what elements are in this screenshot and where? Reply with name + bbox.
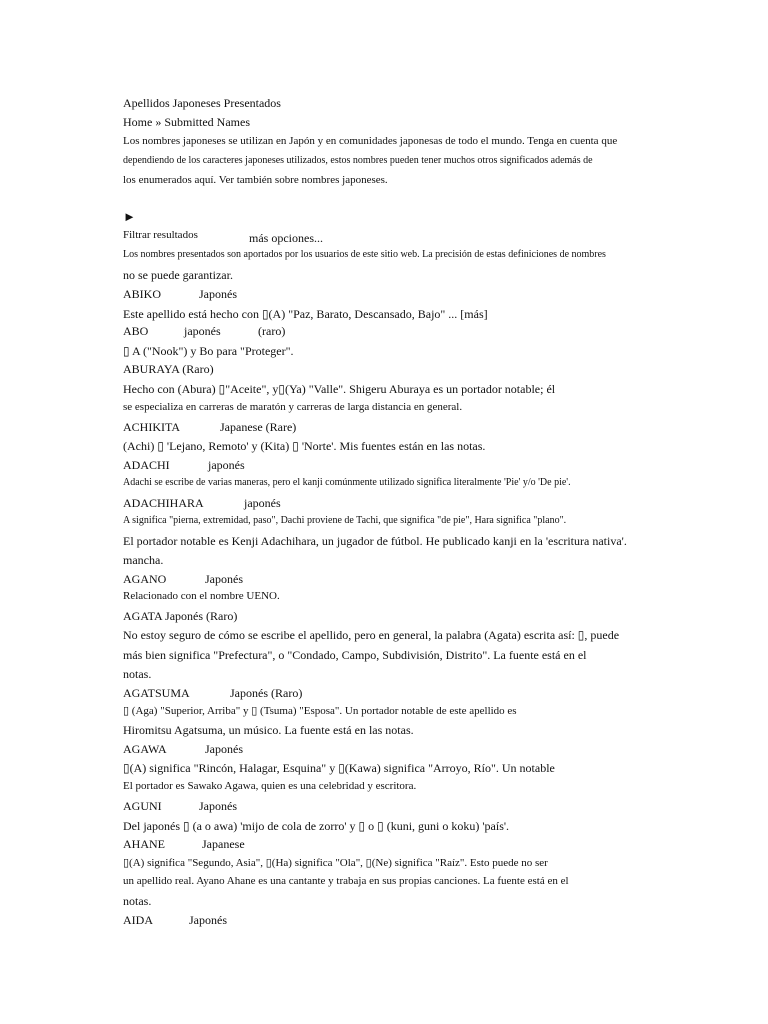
entry-name-link[interactable]: ADACHIHARA — [123, 496, 204, 510]
entry-adachihara — [123, 496, 281, 511]
page-title: Apellidos Japoneses Presentados — [123, 96, 281, 110]
entry-usage[interactable]: Japonés — [205, 742, 243, 756]
entry-ahane-desc-2: un apellido real. Ayano Ahane es una cantante y trabaja en sus propias canciones. La fuente está en el — [123, 875, 569, 887]
entry-adachihara-desc-1: A significa "pierna, extremidad, paso", Dachi proviene de Tachi, que significa "de pie", Hara significa "plano". — [123, 515, 567, 526]
breadcrumb[interactable]: Home » Submitted Names — [123, 115, 250, 129]
entry-name-link[interactable]: AGAWA — [123, 742, 167, 756]
entry-agawa — [123, 742, 243, 757]
entry-aguni-desc: Del japonés ▯ (a o awa) 'mijo de cola de zorro' y ▯ o ▯ (kuni, guni o koku) 'país'. — [123, 819, 510, 833]
entry-ahane-desc-1: ▯(A) significa "Segundo, Asia", ▯(Ha) significa "Ola", ▯(Ne) significa "Raíz". Esto puede no ser — [123, 857, 548, 869]
entry-ahane-desc-3: notas. — [123, 894, 152, 908]
entry-achikita — [123, 420, 296, 435]
entry-aguni — [123, 799, 237, 814]
entry-adachi-desc: Adachi se escribe de varias maneras, pero el kanji comúnmente utilizado significa literalmente 'Pie' y/o 'De pie'. — [123, 477, 571, 488]
entry-name-link[interactable]: ACHIKITA — [123, 420, 181, 434]
entry-usage[interactable]: japonés — [208, 458, 245, 472]
entry-aburaya-desc-2: se especializa en carreras de maratón y carreras de larga distancia en general. — [123, 401, 463, 413]
intro-line-1: Los nombres japoneses se utilizan en Japón y en comunidades japonesas de todo el mundo. Tenga en cuenta que — [123, 135, 618, 147]
filter-results-link[interactable]: Filtrar resultados — [123, 229, 198, 241]
entry-name-link[interactable]: AGUNI — [123, 799, 162, 813]
entry-usage[interactable]: Japonés (Raro) — [230, 686, 303, 700]
entry-ahane — [123, 837, 245, 852]
entry-agatsuma-desc-1: ▯ (Aga) "Superior, Arriba" y ▯ (Tsuma) "Esposa". Un portador notable de este apellido es — [123, 705, 517, 717]
entry-name-link[interactable]: AIDA — [123, 913, 153, 927]
entry-abiko-desc: Este apellido está hecho con ▯(A) "Paz, Barato, Descansado, Bajo" ... [más] — [123, 307, 488, 321]
entry-agawa-desc-2: El portador es Sawako Agawa, quien es una celebridad y escritora. — [123, 780, 417, 792]
entry-agano — [123, 572, 243, 587]
intro-line-2: dependiendo de los caracteres japoneses utilizados, estos nombres pueden tener muchos otros significados además de — [123, 155, 593, 166]
entry-usage[interactable]: Japonés — [205, 572, 243, 586]
entry-name-link[interactable]: ADACHI — [123, 458, 170, 472]
entry-agatsuma — [123, 686, 302, 701]
entry-adachi — [123, 458, 245, 473]
entry-name-link[interactable]: ABIKO — [123, 287, 161, 301]
entry-usage[interactable]: Japanese (Rare) — [220, 420, 297, 434]
entry-name-link[interactable]: AHANE — [123, 837, 165, 851]
entry-usage[interactable]: Japonés — [189, 913, 227, 927]
more-options-link[interactable]: más opciones... — [249, 231, 323, 245]
entry-achikita-desc: (Achi) ▯ 'Lejano, Remoto' y (Kita) ▯ 'Norte'. Mis fuentes están en las notas. — [123, 439, 486, 453]
entry-agata-desc-1: No estoy seguro de cómo se escribe el apellido, pero en general, la palabra (Agata) escrita así: ▯, puede — [123, 628, 620, 642]
entry-extra: (raro) — [258, 324, 286, 338]
entry-adachihara-desc-2: El portador notable es Kenji Adachihara, un jugador de fútbol. He publicado kanji en la 'escritura nativa'. — [123, 534, 627, 548]
entry-usage[interactable]: japonés — [244, 496, 281, 510]
filter-toggle-icon[interactable]: ► — [123, 209, 136, 224]
entry-usage[interactable]: Japanese — [202, 837, 245, 851]
entry-abiko — [123, 287, 237, 302]
entry-aburaya-name[interactable]: ABURAYA (Raro) — [123, 362, 214, 376]
entry-usage[interactable]: japonés — [184, 324, 221, 338]
entry-name-link[interactable]: ABO — [123, 324, 149, 338]
entry-agatsuma-desc-2: Hiromitsu Agatsuma, un músico. La fuente está en las notas. — [123, 723, 414, 737]
entry-usage[interactable]: Japonés — [199, 287, 237, 301]
entry-name-link[interactable]: AGANO — [123, 572, 167, 586]
disclaimer-line-1: Los nombres presentados son aportados por los usuarios de este sitio web. La precisión de estas definiciones de nombres — [123, 249, 606, 260]
entry-abo-desc: ▯ A ("Nook") y Bo para "Proteger". — [123, 344, 294, 358]
entry-usage[interactable]: Japonés — [199, 799, 237, 813]
intro-line-3: los enumerados aquí. Ver también sobre nombres japoneses. — [123, 174, 388, 186]
entry-aida — [123, 913, 227, 928]
entry-abo — [123, 324, 285, 339]
entry-agata-desc-2: más bien significa "Prefectura", o "Condado, Campo, Subdivisión, Distrito". La fuente está en el — [123, 648, 587, 662]
entry-agano-desc: Relacionado con el nombre UENO. — [123, 590, 280, 602]
disclaimer-line-2: no se puede garantizar. — [123, 268, 233, 282]
entry-agata-desc-3: notas. — [123, 667, 152, 681]
entry-adachihara-desc-3: mancha. — [123, 553, 164, 567]
entry-aburaya-desc-1: Hecho con (Abura) ▯"Aceite", y▯(Ya) "Valle". Shigeru Aburaya es un portador notable; él — [123, 382, 556, 396]
entry-agawa-desc-1: ▯(A) significa "Rincón, Halagar, Esquina" y ▯(Kawa) significa "Arroyo, Río". Un notable — [123, 761, 555, 775]
entry-agata-name[interactable]: AGATA Japonés (Raro) — [123, 609, 238, 623]
entry-name-link[interactable]: AGATSUMA — [123, 686, 190, 700]
